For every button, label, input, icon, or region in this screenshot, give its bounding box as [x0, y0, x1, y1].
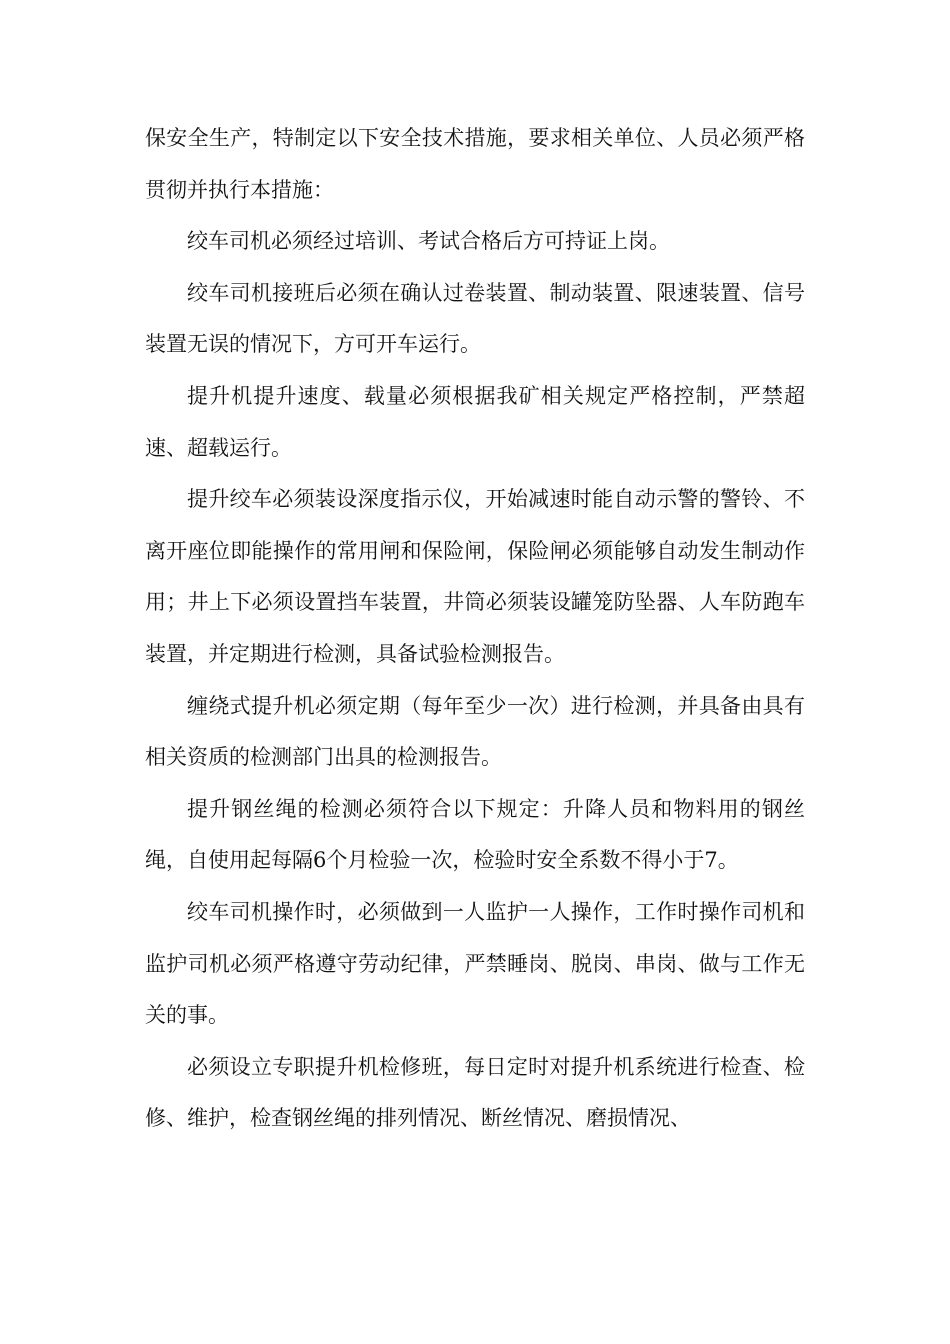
paragraph-3: 绞车司机接班后必须在确认过卷装置、制动装置、限速装置、信号装置无误的情况下，方可开车运行。 — [145, 280, 805, 357]
paragraph-4: 提升机提升速度、载量必须根据我矿相关规定严格控制，严禁超速、超载运行。 — [145, 383, 805, 460]
paragraph-2: 绞车司机必须经过培训、考试合格后方可持证上岗。 — [187, 229, 670, 254]
document-body — [145, 113, 805, 1145]
paragraph-9: 必须设立专职提升机检修班，每日定时对提升机系统进行检查、检修、维护，检查钢丝绳的排列情况、断丝情况、磨损情况、 — [145, 1054, 805, 1131]
paragraph-1: 保安全生产，特制定以下安全技术措施，要求相关单位、人员必须严格贯彻并执行本措施： — [145, 126, 805, 202]
paragraph-7: 提升钢丝绳的检测必须符合以下规定：升降人员和物料用的钢丝绳，自使用起每隔6个月检验一次，检验时安全系数不得小于7。 — [145, 796, 805, 873]
paragraph-8: 绞车司机操作时，必须做到一人监护一人操作，工作时操作司机和监护司机必须严格遵守劳动纪律，严禁睡岗、脱岗、串岗、做与工作无关的事。 — [145, 899, 805, 1028]
paragraph-6: 缠绕式提升机必须定期（每年至少一次）进行检测，并具备由具有相关资质的检测部门出具的检测报告。 — [145, 693, 805, 770]
paragraph-5: 提升绞车必须装设深度指示仪，开始减速时能自动示警的警铃、不离开座位即能操作的常用闸和保险闸，保险闸必须能够自动发生制动作用；井上下必须设置挡车装置，井筒必须装设罐笼防坠器、人车防跑车装置，并定期进行检测，具备试验检测报告。 — [145, 487, 805, 666]
